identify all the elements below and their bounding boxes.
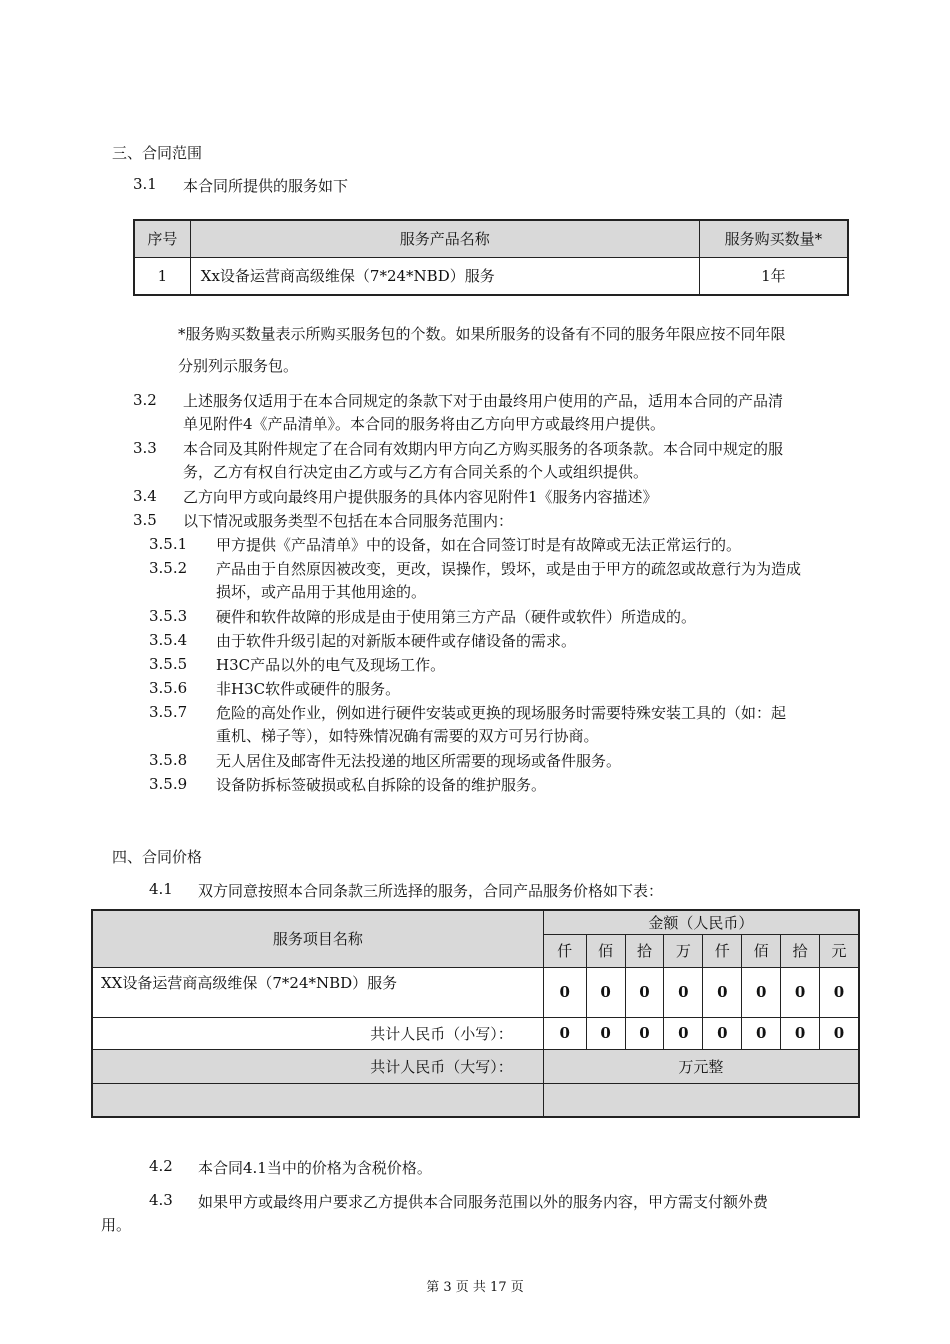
clause-3-1-text: 本合同所提供的服务如下 (183, 177, 349, 195)
service-product-table (133, 219, 849, 296)
total-small-digit: 0 (742, 1017, 781, 1049)
section3-heading: 三、合同范围 (112, 144, 203, 162)
row-product-name: Xx设备运营商高级维保（7*24*NBD）服务 (190, 257, 699, 295)
total-big-value: 万元整 (543, 1049, 859, 1083)
row-no: 1 (134, 257, 190, 295)
clause-3-5-1-number: 3.5.1 (149, 535, 188, 553)
clause-3-5-5-number: 3.5.5 (149, 655, 188, 673)
total-small-digit: 0 (781, 1017, 820, 1049)
unit-cell: 拾 (781, 934, 820, 967)
section4-heading: 四、合同价格 (112, 848, 203, 866)
clause-3-5-2-line-1: 产品由于自然原因被改变，更改，误操作，毁坏，或是由于甲方的疏忽或故意行为为造成 (216, 560, 802, 578)
clause-3-1-number: 3.1 (133, 175, 157, 193)
price-item-name: XX设备运营商高级维保（7*24*NBD）服务 (92, 967, 543, 1017)
total-small-digit: 0 (586, 1017, 625, 1049)
amount-digit: 0 (820, 967, 859, 1017)
total-big-label: 共计人民币（大写）： (92, 1049, 543, 1083)
total-small-digit: 0 (625, 1017, 664, 1049)
clause-3-5-3-number: 3.5.3 (149, 607, 188, 625)
unit-cell: 万 (664, 934, 703, 967)
clause-3-5-3-text: 硬件和软件故障的形成是由于使用第三方产品（硬件或软件）所造成的。 (216, 608, 697, 626)
header-product-name: 服务产品名称 (190, 220, 699, 257)
amount-digit: 0 (543, 967, 586, 1017)
clause-3-3-line-2: 务，乙方有权自行决定由乙方或与乙方有合同关系的个人或组织提供。 (183, 463, 649, 481)
note-line-1: *服务购买数量表示所购买服务包的个数。如果所服务的设备有不同的服务年限应按不同年限 (178, 325, 786, 343)
total-small-digit: 0 (543, 1017, 586, 1049)
clause-3-2-number: 3.2 (133, 391, 157, 409)
clause-3-5-text: 以下情况或服务类型不包括在本合同服务范围内： (183, 512, 514, 530)
clause-3-5-4-text: 由于软件升级引起的对新版本硬件或存储设备的需求。 (216, 632, 577, 650)
unit-cell: 佰 (586, 934, 625, 967)
page-footer: 第 3 页 共 17 页 (426, 1280, 524, 1295)
unit-cell: 元 (820, 934, 859, 967)
unit-cell: 仟 (543, 934, 586, 967)
price-table (91, 909, 860, 1118)
clause-3-2-line-1: 上述服务仅适用于在本合同规定的条款下对于由最终用户使用的产品，适用本合同的产品清 (183, 392, 784, 410)
clause-3-5-2-number: 3.5.2 (149, 559, 188, 577)
clause-3-5-8-number: 3.5.8 (149, 751, 188, 769)
clause-4-2-number: 4.2 (149, 1157, 173, 1175)
unit-cell: 拾 (625, 934, 664, 967)
clause-3-2-line-2: 单见附件4《产品清单》。本合同的服务将由乙方向甲方或最终用户提供。 (183, 415, 666, 433)
clause-3-5-1-text: 甲方提供《产品清单》中的设备，如在合同签订时是有故障或无法正常运行的。 (216, 536, 742, 554)
clause-3-5-8-text: 无人居住及邮寄件无法投递的地区所需要的现场或备件服务。 (216, 752, 622, 770)
clause-4-1-text: 双方同意按照本合同条款三所选择的服务，合同产品服务价格如下表： (198, 882, 664, 900)
row-quantity: 1年 (699, 257, 848, 295)
note-line-2: 分别列示服务包。 (178, 357, 299, 375)
clause-4-1-number: 4.1 (149, 880, 173, 898)
unit-cell: 仟 (703, 934, 742, 967)
clause-3-5-7-number: 3.5.7 (149, 703, 188, 721)
total-small-digit: 0 (820, 1017, 859, 1049)
amount-digit: 0 (742, 967, 781, 1017)
clause-3-5-9-text: 设备防拆标签破损或私自拆除的设备的维护服务。 (216, 776, 547, 794)
clause-4-2-text: 本合同4.1当中的价格为含税价格。 (198, 1159, 432, 1177)
clause-3-4-text: 乙方向甲方或向最终用户提供服务的具体内容见附件1《服务内容描述》 (183, 488, 658, 506)
clause-3-4-number: 3.4 (133, 487, 157, 505)
clause-4-3-line-2: 用。 (101, 1216, 132, 1234)
empty-cell (92, 1083, 543, 1117)
clause-3-5-5-text: H3C产品以外的电气及现场工作。 (216, 656, 446, 674)
amount-header: 金额（人民币） (543, 910, 859, 934)
price-item-header: 服务项目名称 (92, 910, 543, 967)
amount-digit: 0 (586, 967, 625, 1017)
clause-3-3-line-1: 本合同及其附件规定了在合同有效期内甲方向乙方购买服务的各项条款。本合同中规定的服 (183, 440, 784, 458)
clause-3-5-7-line-2: 重机、梯子等），如特殊情况确有需要的双方可另行协商。 (216, 727, 599, 745)
clause-3-5-number: 3.5 (133, 511, 157, 529)
clause-3-5-7-line-1: 危险的高处作业，例如进行硬件安装或更换的现场服务时需要特殊安装工具的（如：起 (216, 704, 787, 722)
clause-3-5-9-number: 3.5.9 (149, 775, 188, 793)
empty-cell (543, 1083, 859, 1117)
clause-3-5-6-number: 3.5.6 (149, 679, 188, 697)
clause-4-3-line-1: 如果甲方或最终用户要求乙方提供本合同服务范围以外的服务内容，甲方需支付额外费 (198, 1193, 769, 1211)
amount-digit: 0 (781, 967, 820, 1017)
amount-digit: 0 (703, 967, 742, 1017)
total-small-label: 共计人民币（小写）： (92, 1017, 543, 1049)
total-small-digit: 0 (664, 1017, 703, 1049)
amount-digit: 0 (625, 967, 664, 1017)
header-no: 序号 (134, 220, 190, 257)
header-quantity: 服务购买数量* (699, 220, 848, 257)
clause-3-5-2-line-2: 损坏，或产品用于其他用途的。 (216, 583, 427, 601)
clause-3-5-4-number: 3.5.4 (149, 631, 188, 649)
amount-digit: 0 (664, 967, 703, 1017)
unit-cell: 佰 (742, 934, 781, 967)
clause-4-3-number: 4.3 (149, 1191, 173, 1209)
total-small-digit: 0 (703, 1017, 742, 1049)
clause-3-5-6-text: 非H3C软件或硬件的服务。 (216, 680, 401, 698)
clause-3-3-number: 3.3 (133, 439, 157, 457)
